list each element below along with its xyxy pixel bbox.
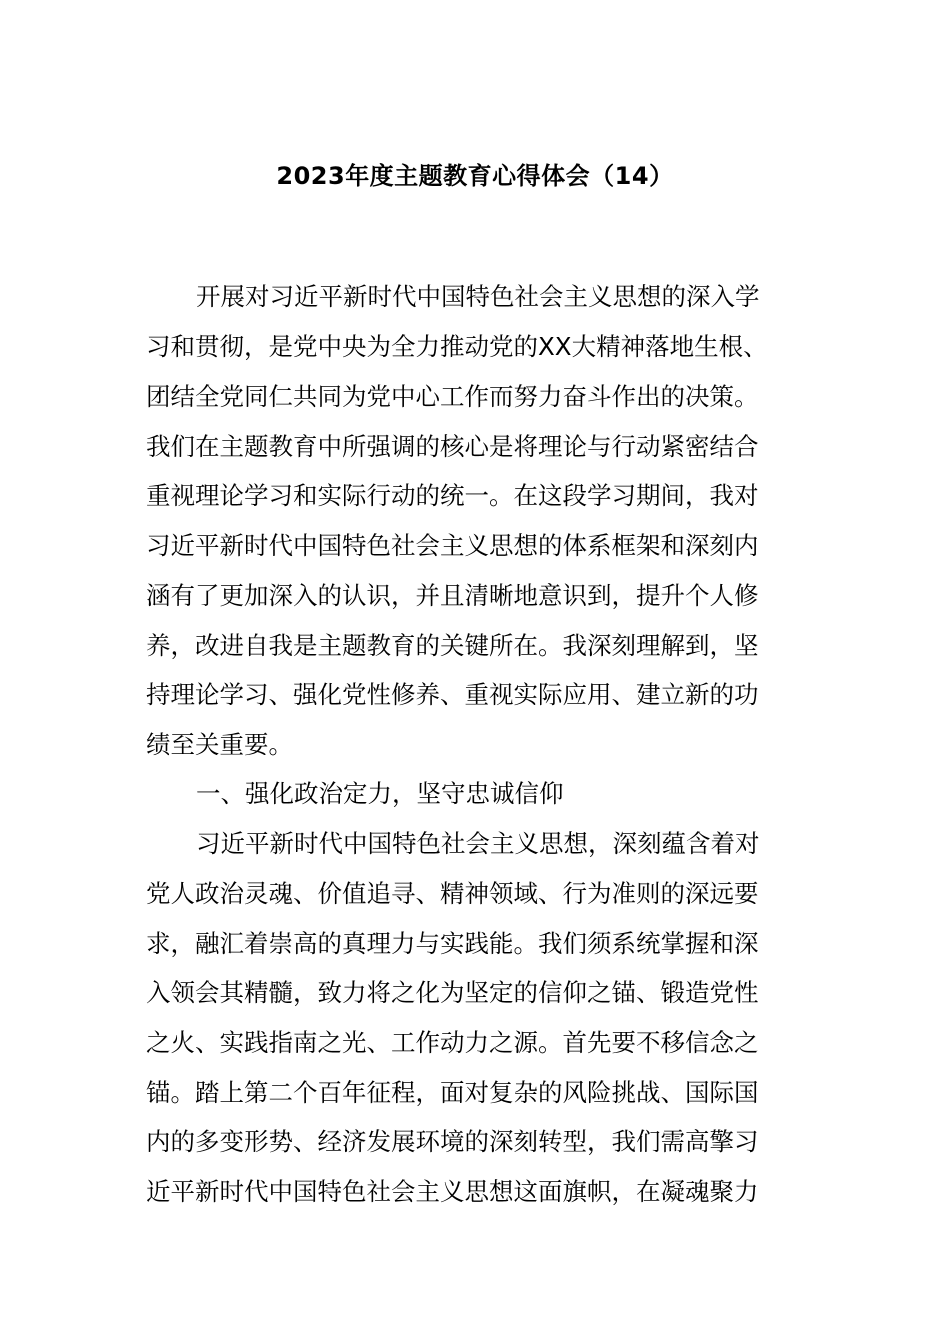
paragraph-line: 重视理论学习和实际行动的统一。在这段学习期间，我对: [146, 481, 759, 510]
paragraph-line: 涵有了更加深入的认识，并且清晰地意识到，提升个人修: [146, 581, 759, 610]
paragraph-line: 求，融汇着崇高的真理力与实践能。我们须系统掌握和深: [146, 929, 759, 958]
paragraph-line: 习近平新时代中国特色社会主义思想，深刻蕴含着对: [196, 829, 760, 858]
section-heading: 一、强化政治定力，坚守忠诚信仰: [196, 779, 564, 808]
paragraph-line: 习近平新时代中国特色社会主义思想的体系框架和深刻内: [146, 531, 759, 560]
paragraph-line: 内的多变形势、经济发展环境的深刻转型，我们需高擎习: [146, 1127, 759, 1156]
paragraph-line: 之火、实践指南之光、工作动力之源。首先要不移信念之: [146, 1028, 759, 1057]
paragraph-line: 团结全党同仁共同为党中心工作而努力奋斗作出的决策。: [146, 382, 759, 411]
paragraph-line: 入领会其精髓，致力将之化为坚定的信仰之锚、锻造党性: [146, 978, 759, 1007]
paragraph-line: 近平新时代中国特色社会主义思想这面旗帜，在凝魂聚力: [146, 1177, 759, 1206]
paragraph-line: 习和贯彻，是党中央为全力推动党的XX大精神落地生根、: [146, 332, 768, 361]
paragraph-line: 党人政治灵魂、价值追寻、精神领域、行为准则的深远要: [146, 879, 759, 908]
paragraph-line: 锚。踏上第二个百年征程，面对复杂的风险挑战、国际国: [146, 1078, 759, 1107]
document-title: 2023年度主题教育心得体会（14）: [276, 162, 674, 190]
paragraph-line: 养，改进自我是主题教育的关键所在。我深刻理解到，坚: [146, 631, 759, 660]
paragraph-line: 持理论学习、强化党性修养、重视实际应用、建立新的功: [146, 680, 759, 709]
paragraph-line: 开展对习近平新时代中国特色社会主义思想的深入学: [196, 282, 760, 311]
paragraph-line: 我们在主题教育中所强调的核心是将理论与行动紧密结合: [146, 432, 759, 461]
paragraph-line: 绩至关重要。: [146, 730, 293, 759]
